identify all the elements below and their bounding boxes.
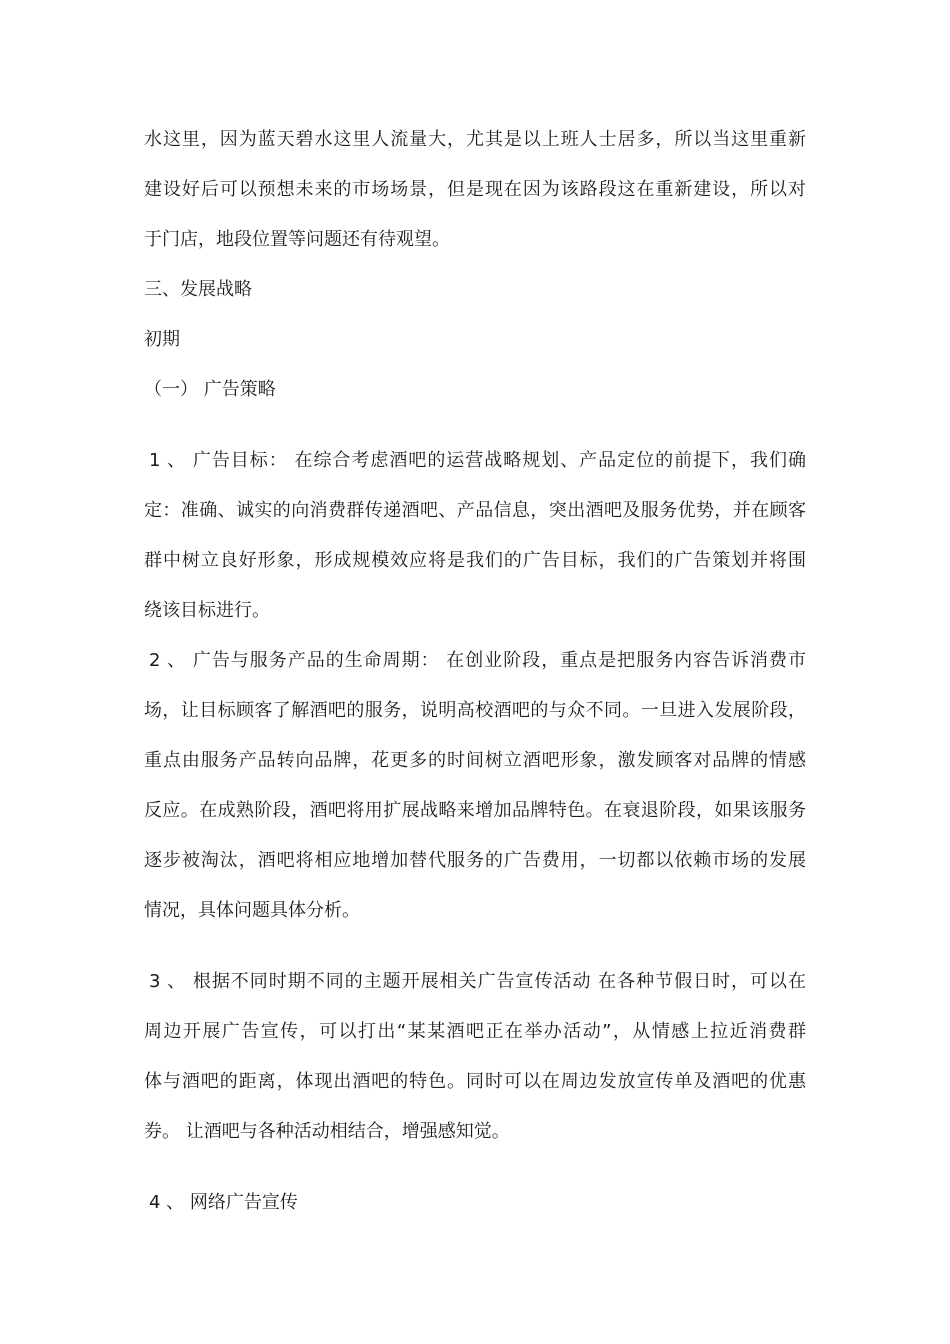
list-item-heading: 4 、 网络广告宣传: [149, 1192, 298, 1213]
paragraph-line: 于门店，地段位置等问题还有待观望。: [144, 229, 450, 250]
list-item-line: 3 、 根据不同时期不同的主题开展相关广告宣传活动 在各种节假日时，可以在: [149, 971, 806, 992]
list-item-line: 反应。在成熟阶段，酒吧将用扩展战略来增加品牌特色。在衰退阶段，如果该服务: [144, 800, 806, 821]
subsection-heading: （一） 广告策略: [144, 379, 276, 400]
list-item-line: 情况，具体问题具体分析。: [144, 900, 360, 921]
list-item-line: 1 、 广告目标： 在综合考虑酒吧的运营战略规划、产品定位的前提下，我们确: [149, 450, 806, 471]
list-item-line: 绕该目标进行。: [144, 600, 270, 621]
list-item-line: 群中树立良好形象，形成规模效应将是我们的广告目标，我们的广告策划并将围: [144, 550, 806, 571]
paragraph-line: 建设好后可以预想未来的市场场景，但是现在因为该路段这在重新建设，所以对: [144, 179, 806, 200]
subsection-heading: 初期: [144, 329, 180, 350]
list-item-line: 场，让目标顾客了解酒吧的服务，说明高校酒吧的与众不同。一旦进入发展阶段，: [144, 700, 806, 721]
list-item-line: 重点由服务产品转向品牌，花更多的时间树立酒吧形象，激发顾客对品牌的情感: [144, 750, 806, 771]
list-item-line: 周边开展广告宣传，可以打出“某某酒吧正在举办活动”，从情感上拉近消费群: [144, 1021, 806, 1042]
list-item-line: 体与酒吧的距离，体现出酒吧的特色。同时可以在周边发放宣传单及酒吧的优惠: [144, 1071, 806, 1092]
list-item-line: 2 、 广告与服务产品的生命周期： 在创业阶段，重点是把服务内容告诉消费市: [149, 650, 806, 671]
section-heading: 三、发展战略: [144, 279, 252, 300]
list-item-line: 券。 让酒吧与各种活动相结合，增强感知觉。: [144, 1121, 510, 1142]
list-item-line: 逐步被淘汰，酒吧将相应地增加替代服务的广告费用，一切都以依赖市场的发展: [144, 850, 806, 871]
paragraph-line: 水这里，因为蓝天碧水这里人流量大，尤其是以上班人士居多，所以当这里重新: [144, 129, 806, 150]
list-item-line: 定：准确、诚实的向消费群传递酒吧、产品信息，突出酒吧及服务优势，并在顾客: [144, 500, 806, 521]
